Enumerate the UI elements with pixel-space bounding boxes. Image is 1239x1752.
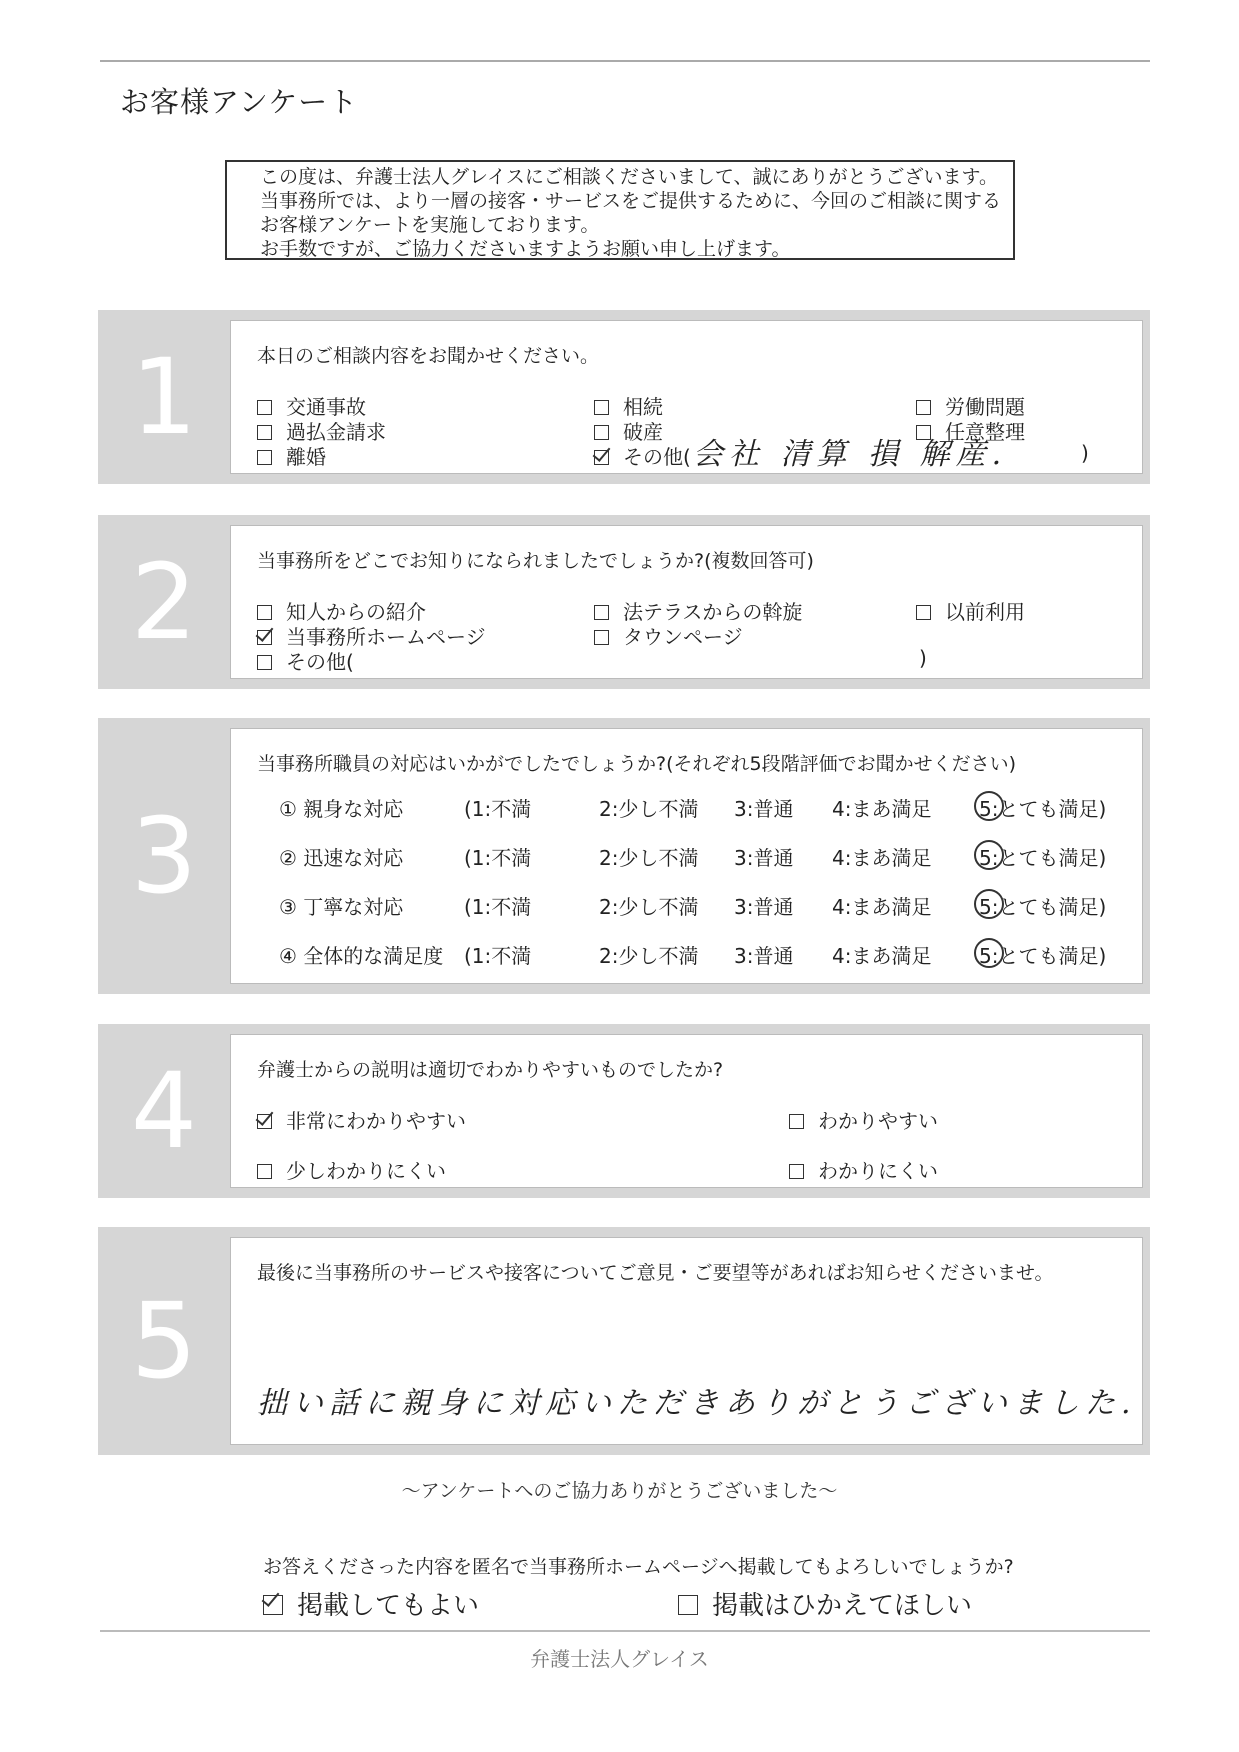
rating-4[interactable]: 4:まあ満足 — [832, 944, 932, 968]
checkbox[interactable] — [789, 1164, 804, 1179]
option-debt[interactable]: 任意整理 — [916, 416, 1025, 445]
section-5 — [98, 1227, 1150, 1455]
option-homepage[interactable]: 当事務所ホームページ — [257, 621, 486, 650]
rating-1[interactable]: (1:不満 — [464, 797, 532, 821]
close-paren: ) — [1081, 441, 1089, 465]
rating-1[interactable]: (1:不満 — [464, 944, 532, 968]
option-divorce[interactable]: 離婚 — [257, 441, 326, 470]
consent-no-option[interactable]: 掲載はひかえてほしい — [678, 1585, 972, 1622]
option-other[interactable]: その他( — [257, 646, 354, 675]
option-labor[interactable]: 労働問題 — [916, 391, 1025, 420]
rating-5[interactable]: 5:とても満足) — [979, 846, 1107, 870]
section-1 — [98, 310, 1150, 484]
checkbox[interactable] — [594, 400, 609, 415]
question-1: 本日のご相談内容をお聞かせください。 — [257, 345, 600, 367]
section-number: 1 — [130, 336, 198, 458]
checkbox-checked[interactable] — [594, 450, 609, 465]
checkbox[interactable] — [257, 1164, 272, 1179]
checkbox[interactable] — [916, 605, 931, 620]
top-rule — [100, 60, 1150, 62]
checkbox-checked[interactable] — [263, 1595, 283, 1615]
close-paren: ) — [919, 646, 927, 670]
intro-line: 当事務所では、より一層の接客・サービスをご提供するために、今回のご相談に関する — [260, 190, 1002, 212]
rating-4[interactable]: 4:まあ満足 — [832, 846, 932, 870]
selection-circle — [974, 938, 1004, 968]
section-body — [230, 525, 1143, 679]
checkbox[interactable] — [257, 400, 272, 415]
option-houterasu[interactable]: 法テラスからの斡旋 — [594, 596, 802, 625]
option-clear[interactable]: わかりやすい — [789, 1105, 938, 1134]
bottom-rule — [100, 1630, 1150, 1632]
option-inheritance[interactable]: 相続 — [594, 391, 663, 420]
checkbox[interactable] — [678, 1595, 698, 1615]
consent-yes-option[interactable]: 掲載してもよい — [263, 1585, 479, 1622]
rating-3[interactable]: 3:普通 — [734, 895, 794, 919]
page-title: お客様アンケート — [120, 85, 359, 119]
checkbox[interactable] — [594, 605, 609, 620]
question-5: 最後に当事務所のサービスや接客についてご意見・ご要望等があればお知らせくださいませ。 — [257, 1262, 1054, 1284]
rating-item: ② 迅速な対応 — [279, 846, 404, 870]
rating-5[interactable]: 5:とても満足) — [979, 944, 1107, 968]
checkbox[interactable] — [916, 400, 931, 415]
option-unclear[interactable]: わかりにくい — [789, 1155, 938, 1184]
section-2 — [98, 515, 1150, 689]
handwritten-other: 会社 清算 損 解産. — [693, 437, 1008, 472]
option-referral[interactable]: 知人からの紹介 — [257, 596, 426, 625]
option-previous[interactable]: 以前利用 — [916, 596, 1025, 625]
intro-line: この度は、弁護士法人グレイスにご相談くださいまして、誠にありがとうございます。 — [260, 166, 998, 188]
handwritten-comment: 拙い話に親身に対応いただきありがとうございました. — [257, 1386, 1137, 1421]
rating-item: ③ 丁寧な対応 — [279, 895, 404, 919]
intro-box — [225, 160, 1015, 260]
section-number: 4 — [130, 1050, 198, 1172]
question-2: 当事務所をどこでお知りになられましたでしょうか?(複数回答可) — [257, 550, 814, 572]
section-body — [230, 1034, 1143, 1188]
selection-circle — [974, 840, 1004, 870]
selection-circle — [974, 889, 1004, 919]
rating-4[interactable]: 4:まあ満足 — [832, 895, 932, 919]
section-number: 2 — [130, 541, 198, 663]
consent-question: お答えくださった内容を匿名で当事務所ホームページへ掲載してもよろしいでしょうか? — [263, 1556, 1014, 1578]
rating-2[interactable]: 2:少し不満 — [599, 797, 699, 821]
rating-2[interactable]: 2:少し不満 — [599, 895, 699, 919]
checkbox[interactable] — [916, 425, 931, 440]
intro-line: お手数ですが、ご協力くださいますようお願い申し上げます。 — [260, 238, 791, 260]
rating-4[interactable]: 4:まあ満足 — [832, 797, 932, 821]
rating-2[interactable]: 2:少し不満 — [599, 846, 699, 870]
option-townpage[interactable]: タウンページ — [594, 621, 743, 650]
checkbox[interactable] — [594, 425, 609, 440]
checkbox[interactable] — [789, 1114, 804, 1129]
option-somewhat-unclear[interactable]: 少しわかりにくい — [257, 1155, 446, 1184]
rating-item: ④ 全体的な満足度 — [279, 944, 444, 968]
thanks-message: 〜アンケートへのご協力ありがとうございました〜 — [401, 1480, 838, 1502]
checkbox[interactable] — [594, 630, 609, 645]
section-body — [230, 728, 1143, 984]
section-3 — [98, 718, 1150, 994]
checkbox[interactable] — [257, 425, 272, 440]
checkbox[interactable] — [257, 605, 272, 620]
section-4 — [98, 1024, 1150, 1198]
rating-1[interactable]: (1:不満 — [464, 895, 532, 919]
rating-1[interactable]: (1:不満 — [464, 846, 532, 870]
checkbox-checked[interactable] — [257, 1114, 272, 1129]
checkbox[interactable] — [257, 450, 272, 465]
rating-3[interactable]: 3:普通 — [734, 846, 794, 870]
rating-5[interactable]: 5:とても満足) — [979, 895, 1107, 919]
rating-5[interactable]: 5:とても満足) — [979, 797, 1107, 821]
rating-item: ① 親身な対応 — [279, 797, 404, 821]
rating-2[interactable]: 2:少し不満 — [599, 944, 699, 968]
checkbox[interactable] — [257, 655, 272, 670]
section-body — [230, 1237, 1143, 1445]
intro-line: お客様アンケートを実施しております。 — [260, 214, 600, 236]
option-bankruptcy[interactable]: 破産 — [594, 416, 663, 445]
firm-name: 弁護士法人グレイス — [530, 1647, 709, 1671]
option-overpayment[interactable]: 過払金請求 — [257, 416, 386, 445]
section-body — [230, 320, 1143, 474]
option-traffic[interactable]: 交通事故 — [257, 391, 366, 420]
selection-circle — [974, 791, 1004, 821]
option-other[interactable]: その他( — [594, 441, 691, 470]
section-number: 5 — [130, 1280, 198, 1402]
rating-3[interactable]: 3:普通 — [734, 797, 794, 821]
question-4: 弁護士からの説明は適切でわかりやすいものでしたか? — [257, 1059, 724, 1081]
section-number: 3 — [130, 795, 198, 917]
option-very-clear[interactable]: 非常にわかりやすい — [257, 1105, 466, 1134]
checkbox-checked[interactable] — [257, 630, 272, 645]
question-3: 当事務所職員の対応はいかがでしたでしょうか?(それぞれ5段階評価でお聞かせください) — [257, 753, 1017, 775]
rating-3[interactable]: 3:普通 — [734, 944, 794, 968]
